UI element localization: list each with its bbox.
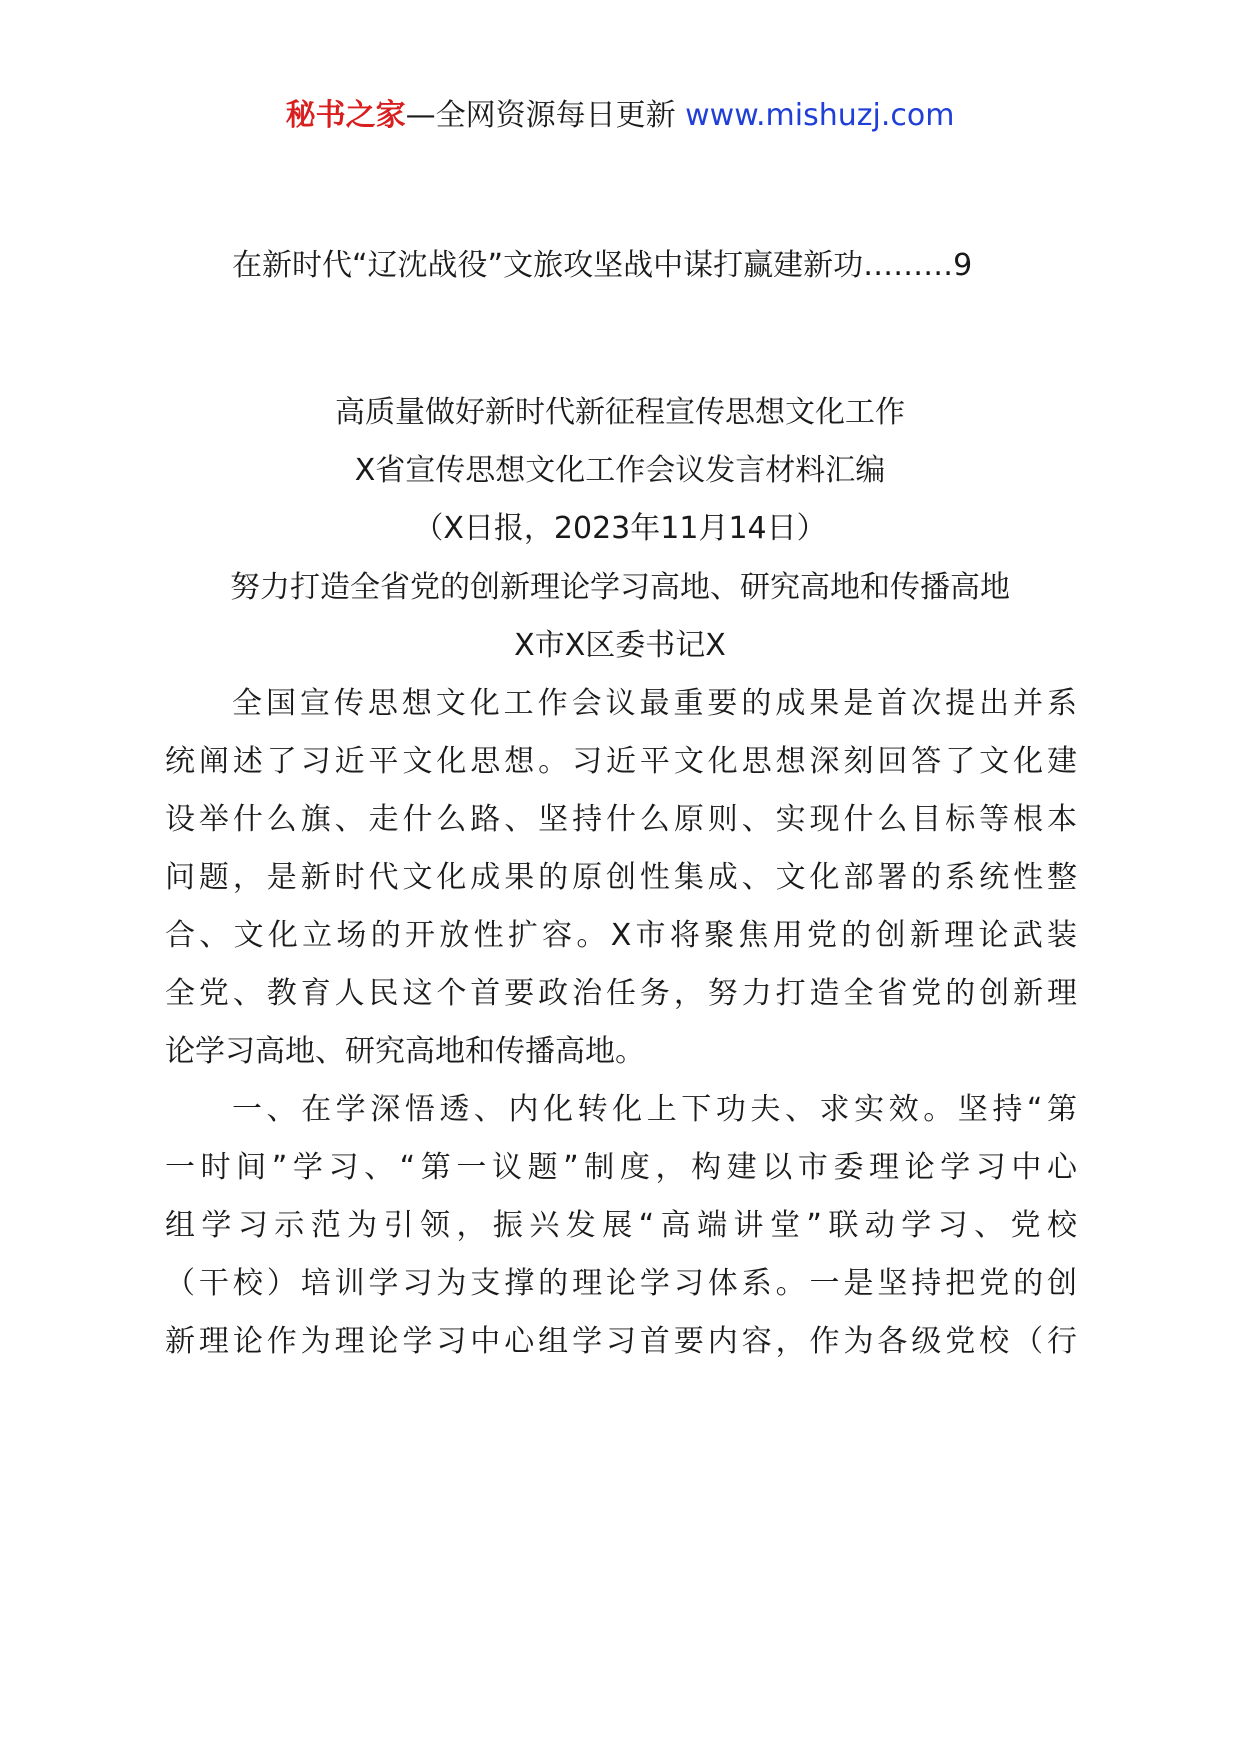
author-line: X市X区委书记X	[514, 628, 726, 663]
paragraph-line: 问题，是新时代文化成果的原创性集成、文化部署的系统性整	[165, 860, 1077, 895]
paragraph-line: 论学习高地、研究高地和传播高地。	[165, 1034, 645, 1069]
paragraph-line: 全党、教育人民这个首要政治任务，努力打造全省党的创新理	[165, 976, 1077, 1011]
paragraph-line: 一时间”学习、“第一议题”制度，构建以市委理论学习中心	[165, 1150, 1077, 1185]
paragraph-line: 合、文化立场的开放性扩容。X市将聚焦用党的创新理论武装	[165, 918, 1077, 953]
article-title: 努力打造全省党的创新理论学习高地、研究高地和传播高地	[230, 570, 1010, 605]
document-subtitle: X省宣传思想文化工作会议发言材料汇编	[354, 453, 886, 488]
paragraph-line: 统阐述了习近平文化思想。习近平文化思想深刻回答了文化建	[165, 744, 1077, 779]
paragraph-line: 一、在学深悟透、内化转化上下功夫、求实效。坚持“第	[232, 1092, 1077, 1127]
paragraph-line: 组学习示范为引领，振兴发展“高端讲堂”联动学习、党校	[165, 1208, 1077, 1243]
toc-entry[interactable]: 在新时代“辽沈战役”文旅攻坚战中谋打赢建新功………9	[232, 248, 973, 283]
brand-name: 秘书之家	[285, 98, 406, 133]
paragraph-line: 全国宣传思想文化工作会议最重要的成果是首次提出并系	[232, 686, 1077, 721]
paragraph-line: 新理论作为理论学习中心组学习首要内容，作为各级党校（行	[165, 1324, 1077, 1359]
paragraph-line: 设举什么旗、走什么路、坚持什么原则、实现什么目标等根本	[165, 802, 1077, 837]
site-header	[0, 96, 1240, 136]
header-slogan: —全网资源每日更新	[405, 98, 676, 133]
source-line: （X日报，2023年11月14日）	[413, 511, 827, 546]
document-title: 高质量做好新时代新征程宣传思想文化工作	[335, 395, 905, 430]
website-link[interactable]: www.mishuzj.com	[685, 98, 955, 133]
paragraph-line: （干校）培训学习为支撑的理论学习体系。一是坚持把党的创	[165, 1266, 1077, 1301]
